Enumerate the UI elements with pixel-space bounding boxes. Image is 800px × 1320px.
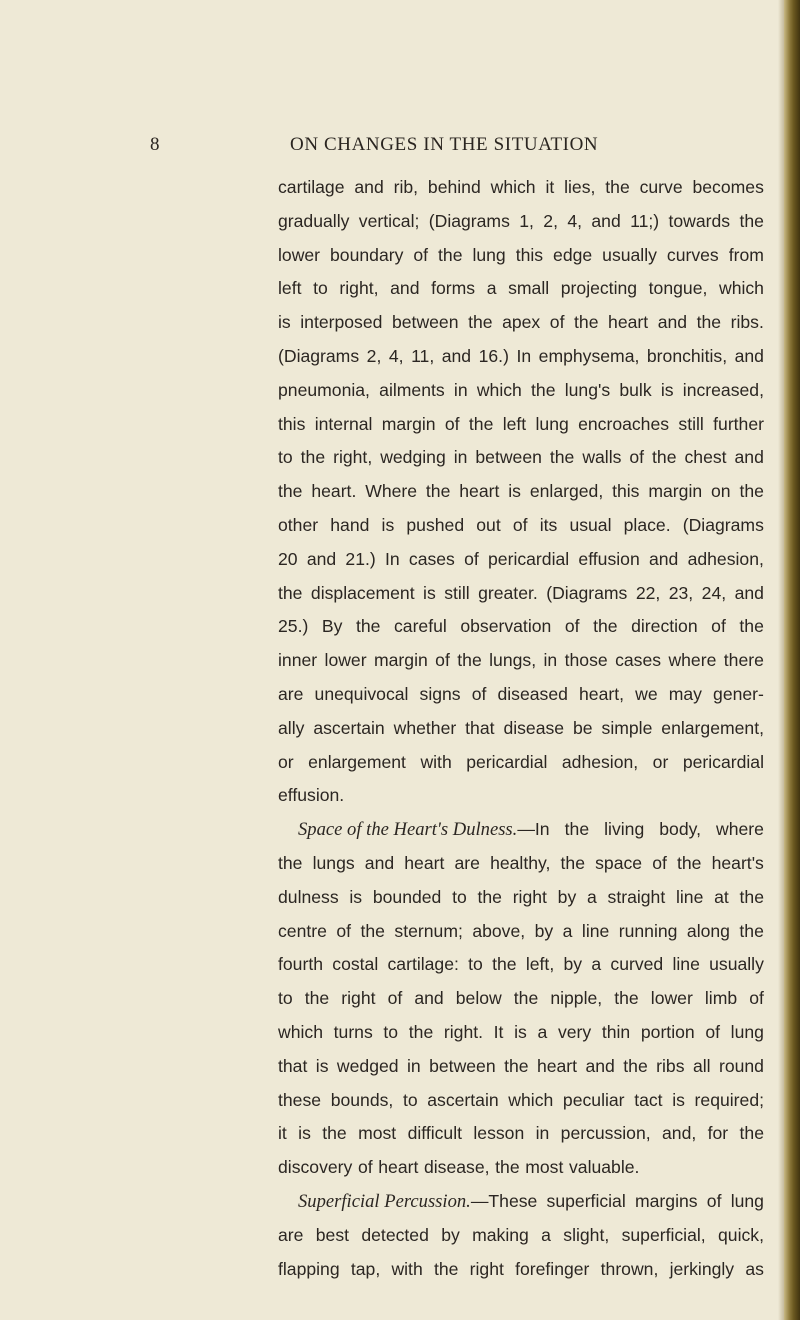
text-line: it is the most difficult lesson in percussion, and, for the — [278, 1123, 764, 1144]
page-number: 8 — [150, 134, 161, 155]
text-line: inner lower margin of the lungs, in those cases where there — [278, 650, 764, 671]
text-line: is interposed between the apex of the heart and the ribs. — [278, 312, 764, 333]
text-line: left to right, and forms a small projecting tongue, which — [278, 278, 764, 299]
text-line: pneumonia, ailments in which the lung's bulk is increased, — [278, 379, 764, 400]
text-line: these bounds, to ascertain which peculiar tact is required; — [278, 1089, 764, 1110]
text-line: flapping tap, with the right forefinger thrown, jerkingly as — [278, 1258, 764, 1279]
text-line: fourth costal cartilage: to the left, by a curved line usually — [278, 954, 764, 975]
paragraph-heading-line: Superficial Percussion.—These superficial margins of lung — [278, 1185, 764, 1219]
body-text — [278, 171, 764, 1286]
running-head — [150, 134, 770, 158]
text-line: 25.) By the careful observation of the direction of the — [278, 616, 764, 637]
text-line: or enlargement with pericardial adhesion, or pericardial — [278, 751, 764, 772]
text-line: (Diagrams 2, 4, 11, and 16.) In emphysema, bronchitis, and — [278, 345, 764, 366]
text-line: other hand is pushed out of its usual place. (Diagrams — [278, 514, 764, 535]
text-line: to the right of and below the nipple, the lower limb of — [278, 988, 764, 1009]
text-line: discovery of heart disease, the most valuable. — [278, 1157, 640, 1178]
page-edge-shadow — [784, 0, 800, 1320]
text-line: are unequivocal signs of diseased heart, we may gener- — [278, 683, 764, 704]
text-line: that is wedged in between the heart and the ribs all round — [278, 1055, 764, 1076]
text-line: cartilage and rib, behind which it lies, the curve becomes — [278, 177, 764, 197]
text-line: the displacement is still greater. (Diagrams 22, 23, 24, and — [278, 582, 764, 603]
paragraph-heading: Space of the Heart's Dulness. — [298, 819, 518, 841]
text-line: which turns to the right. It is a very thin portion of lung — [278, 1021, 764, 1042]
text-line: to the right, wedging in between the walls of the chest and — [278, 447, 764, 468]
text-line: ally ascertain whether that disease be simple enlargement, — [278, 717, 764, 738]
text-line: the heart. Where the heart is enlarged, this margin on the — [278, 481, 764, 502]
running-head-title: ON CHANGES IN THE SITUATION — [290, 134, 599, 155]
paragraph-heading-line: Space of the Heart's Dulness.—In the living body, where — [278, 813, 764, 847]
text-line: effusion. — [278, 785, 345, 806]
text-line: are best detected by making a slight, superficial, quick, — [278, 1224, 764, 1245]
text-line: this internal margin of the left lung encroaches still further — [278, 413, 764, 434]
text-line: centre of the sternum; above, by a line running along the — [278, 920, 764, 941]
paragraph-heading: Superficial Percussion. — [298, 1190, 471, 1212]
text-line: the lungs and heart are healthy, the space of the heart's — [278, 852, 764, 873]
text-line: lower boundary of the lung this edge usually curves from — [278, 244, 764, 265]
text-line: 20 and 21.) In cases of pericardial effusion and adhesion, — [278, 548, 764, 569]
text-line: dulness is bounded to the right by a straight line at the — [278, 886, 764, 907]
text-line: gradually vertical; (Diagrams 1, 2, 4, and 11;) towards the — [278, 210, 764, 231]
